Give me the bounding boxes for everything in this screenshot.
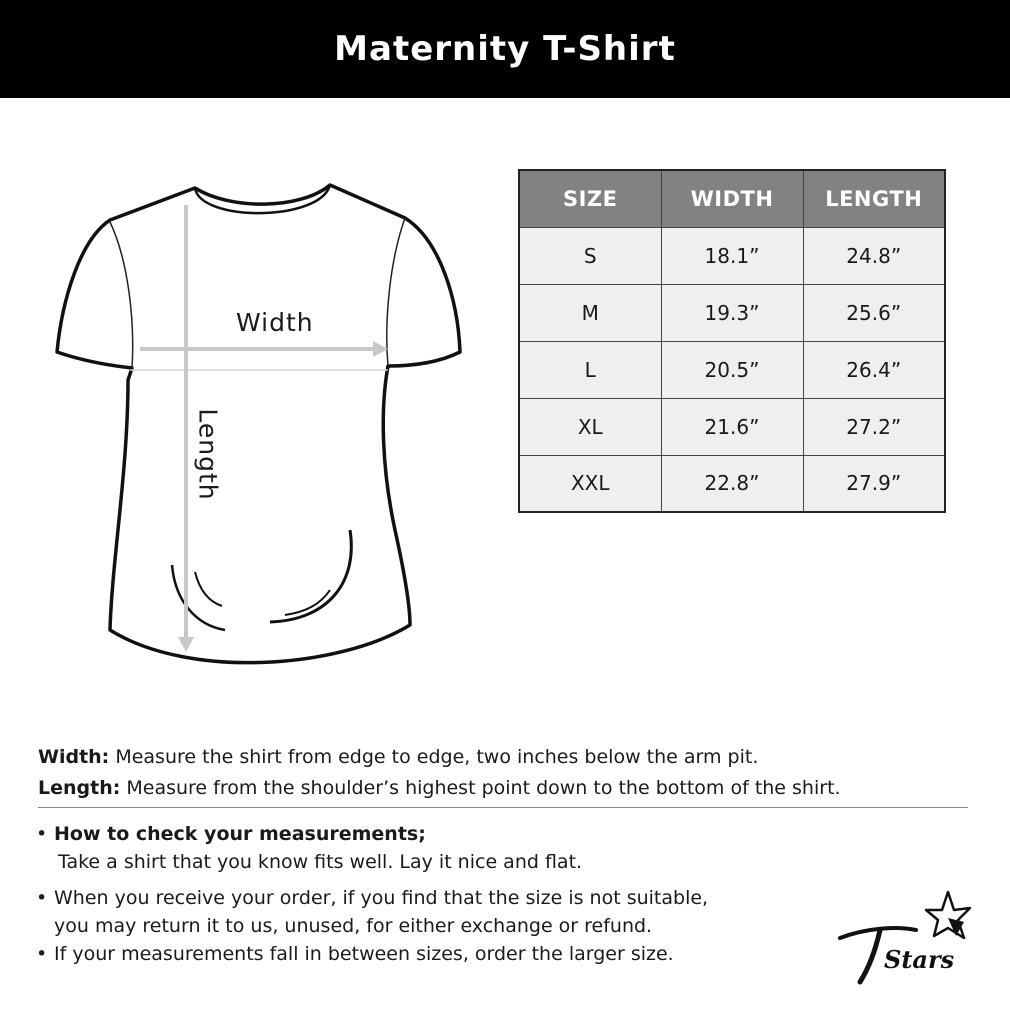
size-cell: XXL [519,455,661,512]
length-definition-key: Length: [38,777,121,799]
section-divider [38,807,968,808]
column-header-size: SIZE [519,170,661,227]
column-header-length: LENGTH [803,170,945,227]
measurement-tips [36,820,708,968]
tip-text: When you receive your order, if you find that the size is not suitable, [54,887,709,909]
tshirt-outline [57,185,460,663]
tstars-logo [836,888,976,988]
width-cell: 20.5” [661,341,803,398]
table-row [519,227,945,284]
size-chart-table [518,169,946,513]
length-definition [38,773,841,804]
column-header-width: WIDTH [661,170,803,227]
size-cell: M [519,284,661,341]
bullet-icon: • [36,887,48,909]
width-definition-text: Measure the shirt from edge to edge, two inches below the arm pit. [115,746,759,768]
tip-text: Take a shirt that you know fits well. Lay it nice and flat. [58,851,583,873]
width-cell: 18.1” [661,227,803,284]
width-label: Width [236,308,314,337]
table-row [519,398,945,455]
size-cell: S [519,227,661,284]
length-cell: 24.8” [803,227,945,284]
width-definition-key: Width: [38,746,110,768]
length-label: Length [193,408,223,501]
length-cell: 27.2” [803,398,945,455]
table-row [519,284,945,341]
logo-t-stem [860,930,880,982]
width-cell: 21.6” [661,398,803,455]
table-row [519,341,945,398]
bullet-icon: • [36,823,48,845]
size-cell: XL [519,398,661,455]
length-cell: 27.9” [803,455,945,512]
tshirt-diagram [40,170,480,690]
size-cell: L [519,341,661,398]
table-header-row [519,170,945,227]
logo-text: Stars [884,945,955,974]
star-icon [926,892,970,938]
length-definition-text: Measure from the shoulder’s highest point down to the bottom of the shirt. [126,777,841,799]
length-cell: 25.6” [803,284,945,341]
table-row [519,455,945,512]
width-definition [38,742,841,773]
width-cell: 19.3” [661,284,803,341]
tip-item [36,940,708,968]
tip-heading: How to check your measurements; [54,823,426,845]
bullet-icon: • [36,943,48,965]
tip-item [36,884,708,912]
tip-text: If your measurements fall in between sizes, order the larger size. [54,943,674,965]
measurement-definitions [38,742,841,804]
tip-item [36,820,708,848]
page-title: Maternity T-Shirt [334,29,676,69]
length-cell: 26.4” [803,341,945,398]
width-cell: 22.8” [661,455,803,512]
tip-text: you may return it to us, unused, for either exchange or refund. [54,915,653,937]
